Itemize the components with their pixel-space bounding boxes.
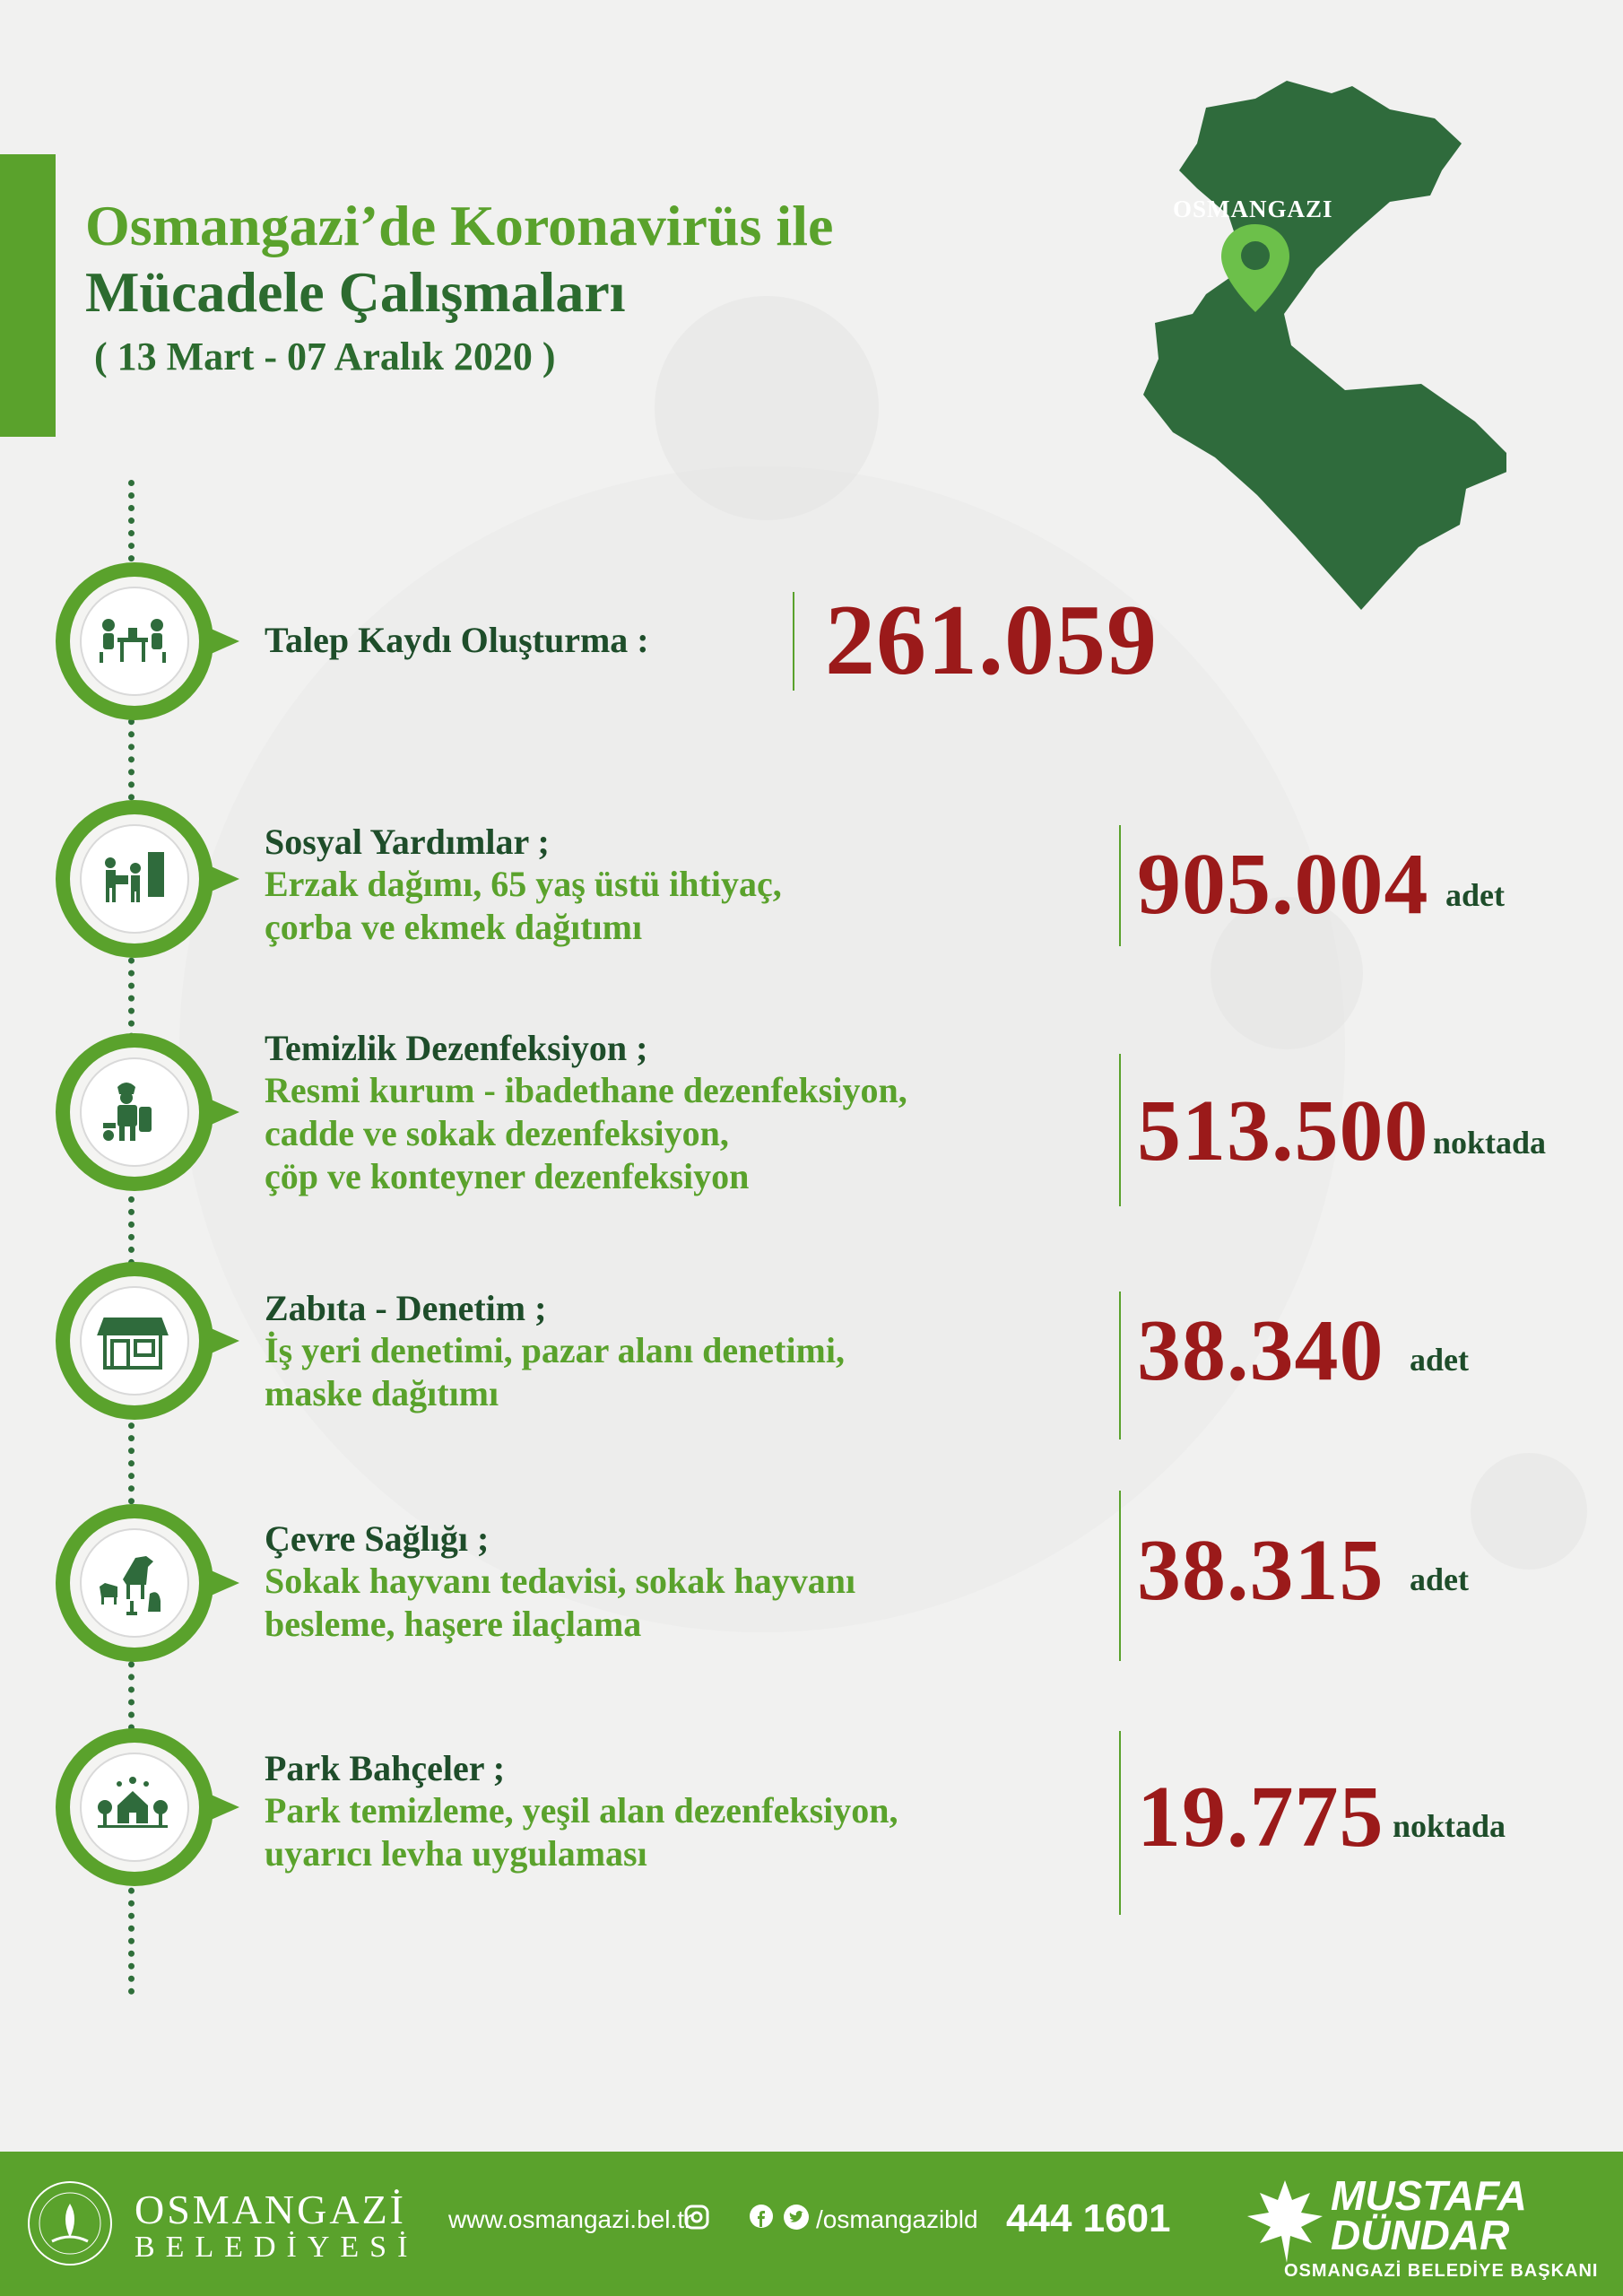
stat-description-line: uyarıcı levha uygulaması — [265, 1833, 647, 1874]
stat-description-line: çorba ve ekmek dağıtımı — [265, 907, 643, 947]
stat-value: 38.315 — [1137, 1522, 1384, 1619]
footer-mayor-last-name: DÜNDAR — [1331, 2212, 1510, 2258]
stat-divider — [1119, 1731, 1121, 1915]
stat-description-line: cadde ve sokak dezenfeksiyon, — [265, 1113, 729, 1153]
stat-heading: Zabıta - Denetim ; — [265, 1288, 547, 1328]
footer-website-link[interactable]: www.osmangazi.bel.tr — [448, 2205, 693, 2233]
stat-heading: Temizlik Dezenfeksiyon ; — [265, 1028, 648, 1068]
district-map — [1121, 81, 1506, 619]
title-accent-bar — [0, 154, 56, 437]
date-range: ( 13 Mart - 07 Aralık 2020 ) — [94, 335, 556, 378]
stat-icon-badge — [49, 1027, 241, 1197]
stat-value: 513.500 — [1137, 1083, 1429, 1179]
stat-description-line: çöp ve konteyner dezenfeksiyon — [265, 1156, 750, 1196]
stat-description-line: Erzak dağımı, 65 yaş üstü ihtiyaç, — [265, 864, 782, 904]
twitter-icon[interactable] — [783, 2204, 810, 2231]
stat-unit: adet — [1445, 877, 1505, 913]
stat-divider — [1119, 825, 1121, 946]
stat-description-line: maske dağıtımı — [265, 1373, 499, 1413]
stat-description-line: İş yeri denetimi, pazar alanı denetimi, — [265, 1330, 845, 1370]
stat-divider — [1119, 1054, 1121, 1206]
stat-unit: adet — [1410, 1561, 1469, 1597]
stat-heading: Park Bahçeler ; — [265, 1748, 506, 1788]
stat-icon-badge — [49, 556, 241, 726]
disinfection-worker-icon — [91, 1069, 175, 1153]
stat-value: 19.775 — [1137, 1769, 1384, 1866]
aid-delivery-icon — [91, 836, 175, 920]
footer-phone-number[interactable]: 444 1601 — [1006, 2196, 1171, 2240]
footer-mayor-first-name: MUSTAFA — [1331, 2172, 1527, 2219]
municipality-seal-logo — [25, 2179, 115, 2268]
stat-icon-badge — [49, 1256, 241, 1426]
stat-unit: noktada — [1433, 1125, 1547, 1161]
leaf-logo — [1242, 2177, 1328, 2266]
stat-heading: Sosyal Yardımlar ; — [265, 822, 550, 862]
animals-icon — [91, 1540, 175, 1624]
stat-description-line: Park temizleme, yeşil alan dezenfeksiyon, — [265, 1790, 898, 1831]
stat-description-line: besleme, haşere ilaçlama — [265, 1604, 642, 1644]
storefront-icon — [91, 1298, 175, 1382]
footer-mayor-title: OSMANGAZİ BELEDİYE BAŞKANI — [1284, 2261, 1599, 2281]
stat-heading: Talep Kaydı Oluşturma : — [265, 620, 649, 660]
stat-divider — [1119, 1292, 1121, 1439]
instagram-icon[interactable] — [683, 2204, 710, 2231]
stat-unit: noktada — [1393, 1808, 1506, 1844]
page-title — [85, 193, 833, 326]
footer-org-subtitle: BELEDİYESİ — [135, 2231, 419, 2264]
facebook-icon[interactable] — [749, 2204, 774, 2229]
footer-social-handle[interactable]: /osmangazibld — [816, 2205, 978, 2233]
footer-org-name: OSMANGAZİ — [135, 2187, 406, 2232]
stat-value: 905.004 — [1137, 836, 1429, 933]
stat-description — [265, 863, 782, 949]
map-label: OSMANGAZI — [1173, 196, 1333, 222]
stat-description — [265, 1789, 898, 1875]
background-virus-decoration — [1471, 1453, 1587, 1570]
stat-description — [265, 1329, 845, 1415]
stat-heading: Çevre Sağlığı ; — [265, 1518, 490, 1559]
stat-divider — [793, 592, 794, 691]
stat-unit: adet — [1410, 1342, 1469, 1378]
stat-value: 261.059 — [825, 585, 1158, 696]
park-icon — [91, 1764, 175, 1848]
meeting-desk-icon — [91, 598, 175, 683]
stat-value: 38.340 — [1137, 1302, 1384, 1399]
stat-icon-badge — [49, 1498, 241, 1668]
stat-description — [265, 1560, 855, 1646]
title-line-2: Mücadele Çalışmaları — [85, 260, 626, 324]
stat-description — [265, 1069, 907, 1198]
stat-icon-badge — [49, 794, 241, 964]
title-line-1: Osmangazi’de Koronavirüs ile — [85, 194, 834, 257]
stat-description-line: Sokak hayvanı tedavisi, sokak hayvanı — [265, 1561, 856, 1601]
stat-icon-badge — [49, 1722, 241, 1892]
footer-bar — [0, 2152, 1623, 2296]
stat-divider — [1119, 1491, 1121, 1661]
stat-description-line: Resmi kurum - ibadethane dezenfeksiyon, — [265, 1070, 907, 1110]
